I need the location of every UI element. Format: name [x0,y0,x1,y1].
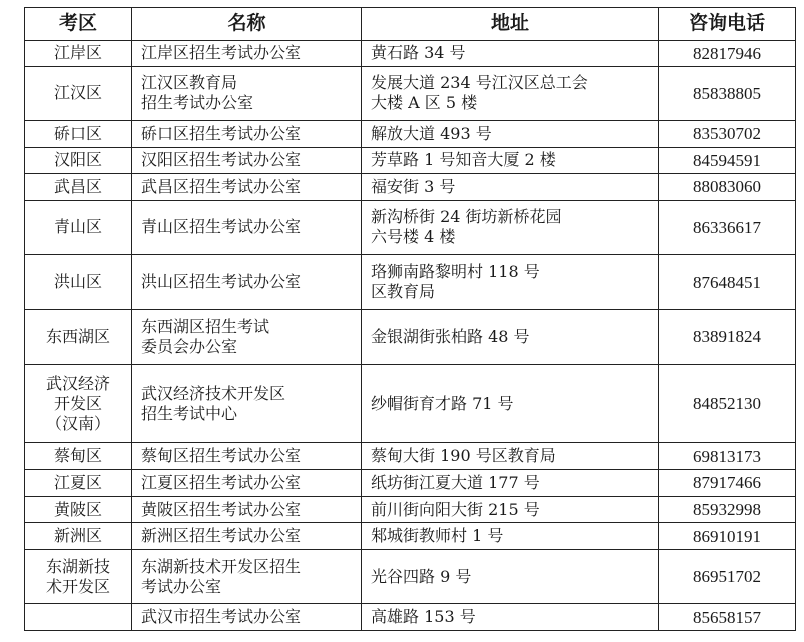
table-row [25,174,796,201]
name-cell [132,174,362,201]
phone-cell: 87648451 [659,255,796,310]
exam-offices-table [24,7,796,631]
address-cell [362,200,659,254]
phone-cell: 69813173 [659,443,796,470]
phone-cell: 86336617 [659,200,796,254]
phone-cell: 85932998 [659,496,796,523]
name-cell-line: 招生考试办公室 [141,93,254,113]
phone-cell: 86951702 [659,549,796,603]
name-cell-line: 武汉市招生考试办公室 [141,607,302,627]
district-cell [25,496,132,523]
district-cell-line: 黄陂区 [53,499,102,519]
address-cell-line: 前川街向阳大街 215 号 [371,499,540,519]
header-address: 地址 [362,8,659,41]
address-cell [362,174,659,201]
phone-cell: 85658157 [659,604,796,631]
name-cell-line: 委员会办公室 [141,336,238,356]
name-cell-line: 武昌区招生考试办公室 [141,176,302,196]
table-row [25,310,796,364]
name-cell [132,41,362,67]
district-cell-line: 硚口区 [53,123,102,143]
name-cell-line: 东湖新技术开发区招生 [141,556,302,576]
district-cell [25,310,132,364]
table-row [25,147,796,174]
name-cell [132,604,362,631]
address-cell [362,310,659,364]
district-cell [25,364,132,443]
table-row [25,470,796,497]
name-cell-line: 汉阳区招生考试办公室 [141,150,302,170]
phone-cell: 87917466 [659,470,796,497]
table-row [25,120,796,147]
name-cell [132,443,362,470]
table-row [25,364,796,443]
name-cell-line: 江岸区招生考试办公室 [141,43,302,63]
address-cell [362,120,659,147]
name-cell-line: 黄陂区招生考试办公室 [141,499,302,519]
name-cell-line: 江夏区招生考试办公室 [141,472,302,492]
address-cell-line: 区教育局 [371,282,436,302]
district-cell-line: 武昌区 [53,176,102,196]
district-cell [25,443,132,470]
address-cell-line: 发展大道 234 号江汉区总工会 [371,73,588,93]
phone-cell: 84852130 [659,364,796,443]
district-cell-line: 青山区 [53,217,102,237]
name-cell-line: 洪山区招生考试办公室 [141,272,302,292]
address-cell-line: 黄石路 34 号 [371,43,466,63]
phone-cell: 85838805 [659,66,796,120]
phone-cell: 84594591 [659,147,796,174]
district-cell-line: 江岸区 [53,43,102,63]
address-cell-line: 六号楼 4 楼 [371,227,456,247]
phone-cell: 83891824 [659,310,796,364]
address-cell-line: 蔡甸大街 190 号区教育局 [371,446,556,466]
district-cell-line: 武汉经济 [45,373,110,393]
address-cell [362,41,659,67]
address-cell-line: 芳草路 1 号知音大厦 2 楼 [371,150,556,170]
phone-cell: 86910191 [659,523,796,550]
district-cell-line: 东西湖区 [45,326,110,346]
address-cell [362,604,659,631]
name-cell-line: 招生考试中心 [141,403,238,423]
district-cell-line: 江汉区 [53,83,102,103]
address-cell [362,255,659,310]
table-row [25,41,796,67]
name-cell [132,255,362,310]
district-cell [25,147,132,174]
table-row [25,200,796,254]
address-cell-line: 金银湖街张柏路 48 号 [371,326,530,346]
address-cell [362,496,659,523]
name-cell [132,66,362,120]
district-cell-line: 洪山区 [53,272,102,292]
district-cell-line: 东湖新技 [45,556,110,576]
name-cell [132,523,362,550]
name-cell [132,364,362,443]
district-cell [25,523,132,550]
phone-cell: 88083060 [659,174,796,201]
district-cell-line: 开发区 [53,393,102,413]
district-cell [25,549,132,603]
name-cell [132,120,362,147]
address-cell [362,147,659,174]
district-cell-line: 蔡甸区 [53,446,102,466]
address-cell-line: 纸坊街江夏大道 177 号 [371,472,540,492]
district-cell-line: 术开发区 [45,576,110,596]
table-row [25,496,796,523]
address-cell-line: 福安街 3 号 [371,176,456,196]
header-district: 考区 [25,8,132,41]
name-cell [132,470,362,497]
district-cell-line: 江夏区 [53,472,102,492]
address-cell-line: 新沟桥街 24 街坊新桥花园 [371,207,562,227]
address-cell [362,470,659,497]
name-cell [132,310,362,364]
address-cell-line: 珞狮南路黎明村 118 号 [371,262,540,282]
district-cell-line: 新洲区 [53,526,102,546]
header-row [25,8,796,41]
district-cell-line: 汉阳区 [53,150,102,170]
address-cell-line: 高雄路 153 号 [371,607,476,627]
address-cell-line: 解放大道 493 号 [371,123,492,143]
table-row [25,443,796,470]
name-cell-line: 江汉区教育局 [141,73,238,93]
district-cell [25,66,132,120]
header-name: 名称 [132,8,362,41]
name-cell-line: 蔡甸区招生考试办公室 [141,446,302,466]
name-cell [132,147,362,174]
address-cell-line: 邾城街教师村 1 号 [371,526,504,546]
table-row [25,604,796,631]
address-cell [362,364,659,443]
name-cell [132,200,362,254]
district-cell-line: （汉南） [45,413,110,433]
name-cell-line: 东西湖区招生考试 [141,316,270,336]
table-row [25,549,796,603]
phone-cell: 82817946 [659,41,796,67]
district-cell [25,470,132,497]
table-row [25,523,796,550]
header-phone: 咨询电话 [659,8,796,41]
table-row [25,66,796,120]
table-row [25,255,796,310]
address-cell [362,549,659,603]
district-cell [25,120,132,147]
address-cell [362,443,659,470]
district-cell [25,41,132,67]
address-cell [362,66,659,120]
district-cell [25,200,132,254]
name-cell-line: 考试办公室 [141,576,222,596]
name-cell [132,549,362,603]
name-cell-line: 新洲区招生考试办公室 [141,526,302,546]
district-cell [25,604,132,631]
address-cell-line: 纱帽街育才路 71 号 [371,393,514,413]
address-cell-line: 大楼 A 区 5 楼 [371,93,478,113]
name-cell-line: 武汉经济技术开发区 [141,383,286,403]
address-cell [362,523,659,550]
address-cell-line: 光谷四路 9 号 [371,566,472,586]
phone-cell: 83530702 [659,120,796,147]
name-cell-line: 硚口区招生考试办公室 [141,123,302,143]
district-cell [25,174,132,201]
name-cell [132,496,362,523]
name-cell-line: 青山区招生考试办公室 [141,217,302,237]
district-cell [25,255,132,310]
